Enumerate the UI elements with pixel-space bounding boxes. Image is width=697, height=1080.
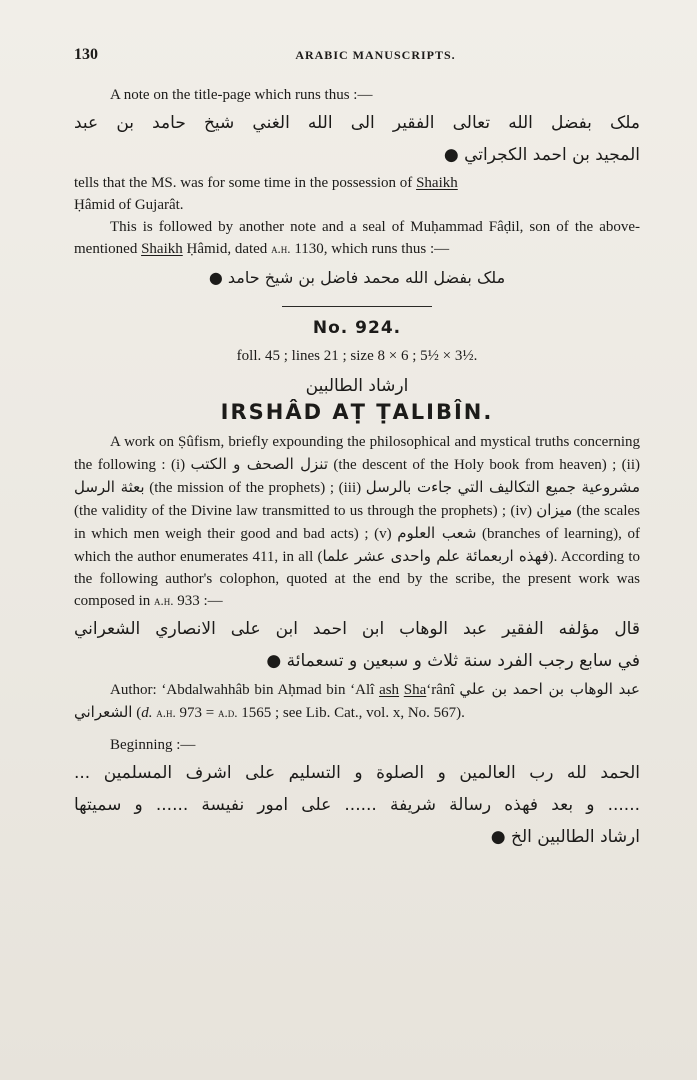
entry-number: No. 924. — [312, 318, 402, 338]
entry-title: IRSHÂD AṬ ṬALIBÎN. — [220, 400, 494, 424]
name-shaikh-2: Shaikh — [141, 241, 183, 257]
note-arabic-line-1: ملک بفضل الله تعالى الفقير الى الله الغني شيخ حامد بن عبد — [74, 113, 640, 133]
beginning-arabic-line-3: ارشاد الطالبين الخ ● — [490, 827, 640, 847]
beginning-arabic-line-2: ...... و بعد فهذه رسالة شريفة ...... على امور نفيسة ...... و سميتها — [74, 795, 640, 815]
entry-physical-details: foll. 45 ; lines 21 ; size 8 × 6 ; 5½ × 3½. — [236, 348, 478, 364]
note-arabic-line-2: المجيد بن احمد الكجراتي ● — [443, 145, 640, 165]
section-divider — [282, 306, 432, 307]
seal-note: This is followed by another note and a seal of Muḥammad Fâḍil, son of the above-mentioned Shaikh Ḥâmid, dated a.h. 1130, which runs thus :— — [74, 219, 640, 257]
description-paragraph: A work on Ṣûfism, briefly expounding the philosophical and mystical truths concerning the following : (i) تنزل الصحف و الكتب (the descent of the Holy book from heaven) ; (ii) بعثة الرسل (the mission of the prophets) ; (iii) مشروعية جميع التكاليف التي جاءت بالرسل (the validity of the Divine law transmitted to us through the prophets) ; (iv) ميزان (the scales in which men weigh their good and bad acts) ; (v) شعب العلوم (branches of learning), of which the author enumerates 411, in all (فهذه اربعمائة علم واحدى عشر علما). According to the following author's colophon, quoted at the end by the scribe, the present work was composed in a.h. 933 :— — [74, 434, 640, 609]
running-head: ARABIC MANUSCRIPTS. — [295, 48, 456, 62]
page-body — [74, 84, 640, 854]
note-intro: A note on the title-page which runs thus :— — [110, 87, 373, 103]
name-shaikh: Shaikh — [416, 175, 458, 191]
beginning-arabic-line-1: الحمد لله رب العالمين و الصلوة و التسليم على اشرف المسلمين ... — [74, 763, 640, 783]
note-explanation: tells that the MS. was for some time in the possession of Shaikh Ḥâmid of Gujarât. — [74, 175, 458, 213]
colophon-line-2: في سابع رجب الفرد سنة ثلاث و سبعين و تسعمائة ● — [266, 651, 640, 671]
page-header — [74, 46, 637, 68]
entry-title-arabic: ارشاد الطالبين — [305, 376, 409, 396]
seal-arabic-line: ملک بفضل الله محمد فاضل بن شيخ حامد ● — [208, 268, 506, 287]
colophon-line-1: قال مؤلفه الفقير عبد الوهاب ابن احمد ابن على الانصاري الشعراني — [74, 619, 640, 639]
author-paragraph: Author: ‘Abdalwahhâb bin Aḥmad bin ‘Alî ash Sha‘rânî عبد الوهاب بن احمد بن علي الشعراني (d. a.h. 973 = a.d. 1565 ; see Lib. Cat., vol. x, No. 567). — [74, 680, 640, 721]
page-number: 130 — [74, 46, 98, 63]
beginning-label: Beginning :— — [110, 737, 196, 753]
